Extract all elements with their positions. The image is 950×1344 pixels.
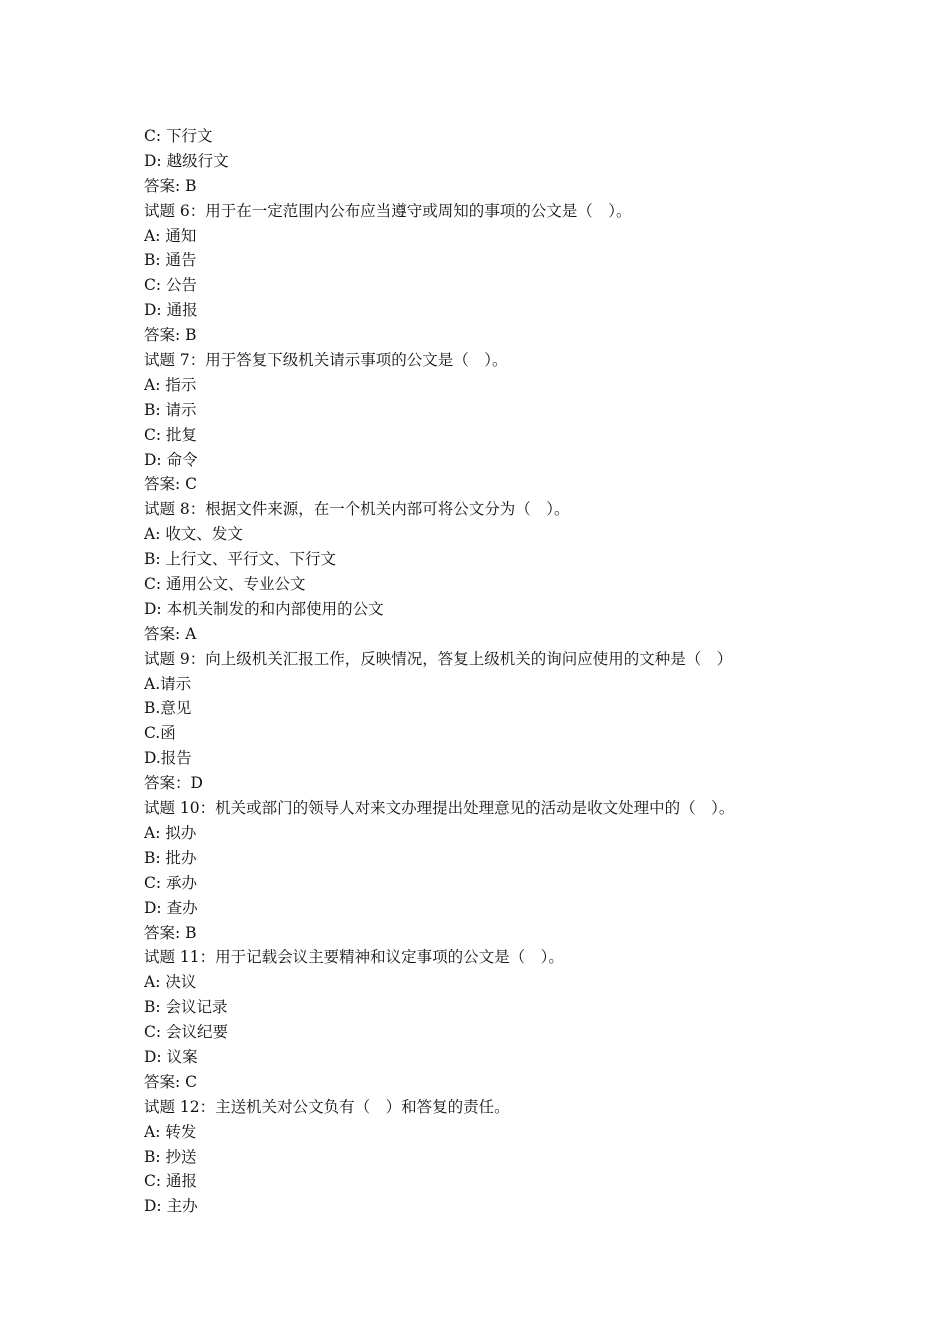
option-a-q10: A: 拟办 bbox=[144, 823, 197, 842]
option-c-q10: C: 承办 bbox=[144, 873, 198, 892]
option-d-q12: D: 主办 bbox=[144, 1197, 198, 1216]
answer-q5: 答案: B bbox=[144, 176, 197, 195]
option-b-q11: B: 会议记录 bbox=[144, 998, 228, 1017]
answer-q6: 答案: B bbox=[144, 326, 197, 345]
question-6: 试题 6：用于在一定范围内公布应当遵守或周知的事项的公文是（ ）。 bbox=[144, 201, 632, 220]
option-c-q9: C.函 bbox=[144, 724, 176, 743]
option-c-q7: C: 批复 bbox=[144, 425, 198, 444]
option-c-q8: C: 通用公文、专业公文 bbox=[144, 575, 306, 594]
option-a-q11: A: 决议 bbox=[144, 973, 197, 992]
option-b-q8: B: 上行文、平行文、下行文 bbox=[144, 550, 337, 569]
question-list bbox=[144, 124, 824, 1219]
option-d-q5: D: 越级行文 bbox=[144, 151, 229, 170]
answer-q7: 答案: C bbox=[144, 475, 198, 494]
option-a-q8: A: 收文、发文 bbox=[144, 525, 243, 544]
option-b-q6: B: 通告 bbox=[144, 251, 197, 270]
question-9: 试题 9：向上级机关汇报工作，反映情况，答复上级机关的询问应使用的文种是（ ） bbox=[144, 649, 733, 668]
option-d-q11: D: 议案 bbox=[144, 1047, 198, 1066]
answer-q9: 答案：D bbox=[144, 774, 203, 793]
question-12: 试题 12：主送机关对公文负有（ ）和答复的责任。 bbox=[144, 1097, 510, 1116]
option-d-q6: D: 通报 bbox=[144, 301, 198, 320]
option-d-q7: D: 命令 bbox=[144, 450, 198, 469]
option-b-q7: B: 请示 bbox=[144, 400, 197, 419]
answer-q11: 答案: C bbox=[144, 1072, 198, 1091]
option-d-q8: D: 本机关制发的和内部使用的公文 bbox=[144, 599, 384, 618]
question-10: 试题 10：机关或部门的领导人对来文办理提出处理意见的活动是收文处理中的（ ）。 bbox=[144, 799, 735, 818]
option-c-q11: C: 会议纪要 bbox=[144, 1023, 229, 1042]
option-c-q5: C: 下行文 bbox=[144, 127, 213, 145]
question-11: 试题 11：用于记载会议主要精神和议定事项的公文是（ ）。 bbox=[144, 948, 564, 967]
option-b-q12: B: 抄送 bbox=[144, 1147, 197, 1166]
question-8: 试题 8：根据文件来源，在一个机关内部可将公文分为（ ）。 bbox=[144, 500, 570, 519]
option-d-q9: D.报告 bbox=[144, 749, 192, 768]
answer-q8: 答案: A bbox=[144, 624, 197, 643]
answer-q10: 答案: B bbox=[144, 923, 197, 942]
option-a-q6: A: 通知 bbox=[144, 226, 197, 245]
option-c-q6: C: 公告 bbox=[144, 276, 198, 295]
option-a-q7: A: 指示 bbox=[144, 375, 197, 394]
option-c-q12: C: 通报 bbox=[144, 1172, 198, 1191]
question-7: 试题 7：用于答复下级机关请示事项的公文是（ ）。 bbox=[144, 351, 508, 370]
option-a-q12: A: 转发 bbox=[144, 1122, 197, 1141]
option-b-q9: B.意见 bbox=[144, 699, 192, 718]
option-a-q9: A.请示 bbox=[144, 674, 192, 693]
option-b-q10: B: 批办 bbox=[144, 848, 197, 867]
option-d-q10: D: 查办 bbox=[144, 898, 198, 917]
